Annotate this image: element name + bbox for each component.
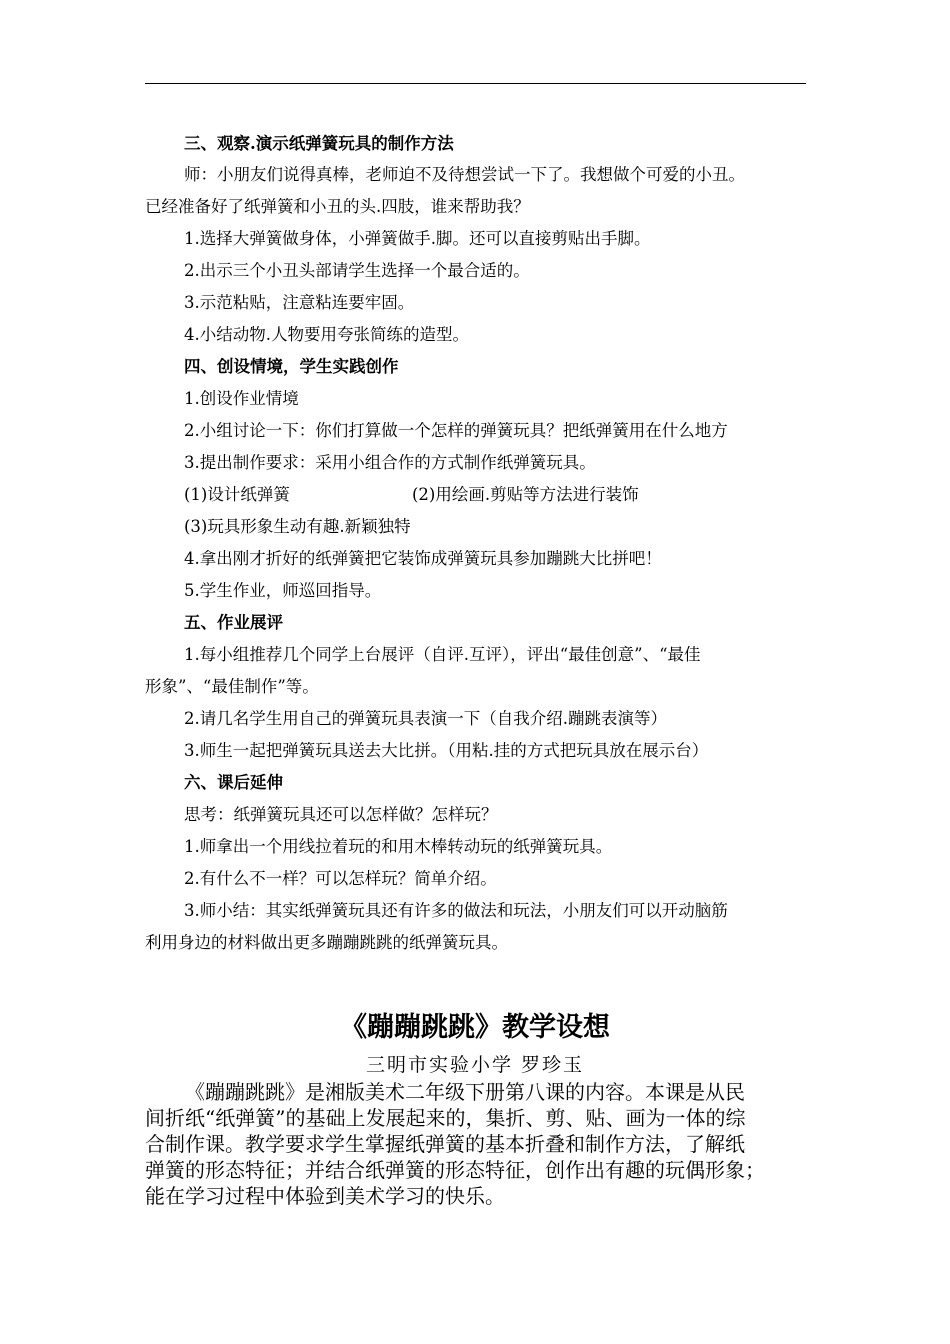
paragraph-line: 2.有什么不一样？可以怎样玩？简单介绍。 [184, 869, 497, 888]
paragraph-line: 形象”、“最佳制作”等。 [145, 677, 319, 696]
paragraph-line: 2.出示三个小丑头部请学生选择一个最合适的。 [184, 261, 530, 280]
paragraph-line: 已经准备好了纸弹簧和小丑的头.四肢，谁来帮助我？ [145, 197, 530, 216]
paragraph-line: 1.师拿出一个用线拉着玩的和用木棒转动玩的纸弹簧玩具。 [184, 837, 613, 856]
paragraph-line: 4.拿出刚才折好的纸弹簧把它装饰成弹簧玩具参加蹦跳大比拼吧！ [184, 549, 662, 568]
paragraph-line: 2.请几名学生用自己的弹簧玩具表演一下（自我介绍.蹦跳表演等） [184, 709, 667, 728]
paragraph-line: 利用身边的材料做出更多蹦蹦跳跳的纸弹簧玩具。 [145, 933, 508, 952]
paragraph-line: 弹簧的形态特征；并结合纸弹簧的形态特征，创作出有趣的玩偶形象； [145, 1158, 765, 1182]
paragraph-line: 《蹦蹦跳跳》是湘版美术二年级下册第八课的内容。本课是从民 [185, 1080, 745, 1104]
section-heading: 三、观察.演示纸弹簧玩具的制作方法 [184, 134, 454, 153]
paragraph-line: 1.选择大弹簧做身体，小弹簧做手.脚。还可以直接剪贴出手脚。 [184, 229, 651, 248]
paragraph-line: 能在学习过程中体验到美术学习的快乐。 [145, 1184, 505, 1208]
paragraph-line: (2)用绘画.剪贴等方法进行装饰 [412, 485, 639, 504]
paragraph-line: (3)玩具形象生动有趣.新颖独特 [184, 517, 411, 536]
section-heading: 四、创设情境，学生实践创作 [184, 357, 399, 376]
section-heading: 五、作业展评 [184, 613, 283, 632]
paragraph-line: 3.师小结：其实纸弹簧玩具还有许多的做法和玩法，小朋友们可以开动脑筋 [184, 901, 728, 920]
paragraph-line: 4.小结动物.人物要用夸张简练的造型。 [184, 325, 469, 344]
paragraph-line: 5.学生作业，师巡回指导。 [184, 581, 382, 600]
paragraph-line: 师：小朋友们说得真棒，老师迫不及待想尝试一下了。我想做个可爱的小丑。 [184, 165, 745, 184]
paragraph-line: 间折纸“纸弹簧”的基础上发展起来的，集折、剪、贴、画为一体的综 [145, 1106, 746, 1130]
paragraph-line: 3.师生一起把弹簧玩具送去大比拼。（用粘.挂的方式把玩具放在展示台） [184, 741, 709, 760]
paragraph-line: 思考：纸弹簧玩具还可以怎样做？怎样玩？ [184, 805, 498, 824]
design-title: 《蹦蹦跳跳》教学设想 [340, 1012, 610, 1043]
paragraph-line: 1.创设作业情境 [184, 389, 299, 408]
paragraph-line: 合制作课。教学要求学生掌握纸弹簧的基本折叠和制作方法，了解纸 [145, 1132, 745, 1156]
design-author: 三明市实验小学 罗珍玉 [365, 1054, 585, 1076]
section-heading: 六、课后延伸 [184, 773, 283, 792]
header-rule [145, 83, 806, 84]
paragraph-line: (1)设计纸弹簧 [184, 485, 290, 504]
paragraph-line: 1.每小组推荐几个同学上台展评（自评.互评），评出“最佳创意”、“最佳 [184, 645, 701, 664]
paragraph-line: 3.示范粘贴，注意粘连要牢固。 [184, 293, 415, 312]
paragraph-line: 2.小组讨论一下：你们打算做一个怎样的弹簧玩具？把纸弹簧用在什么地方 [184, 421, 728, 440]
paragraph-line: 3.提出制作要求：采用小组合作的方式制作纸弹簧玩具。 [184, 453, 596, 472]
